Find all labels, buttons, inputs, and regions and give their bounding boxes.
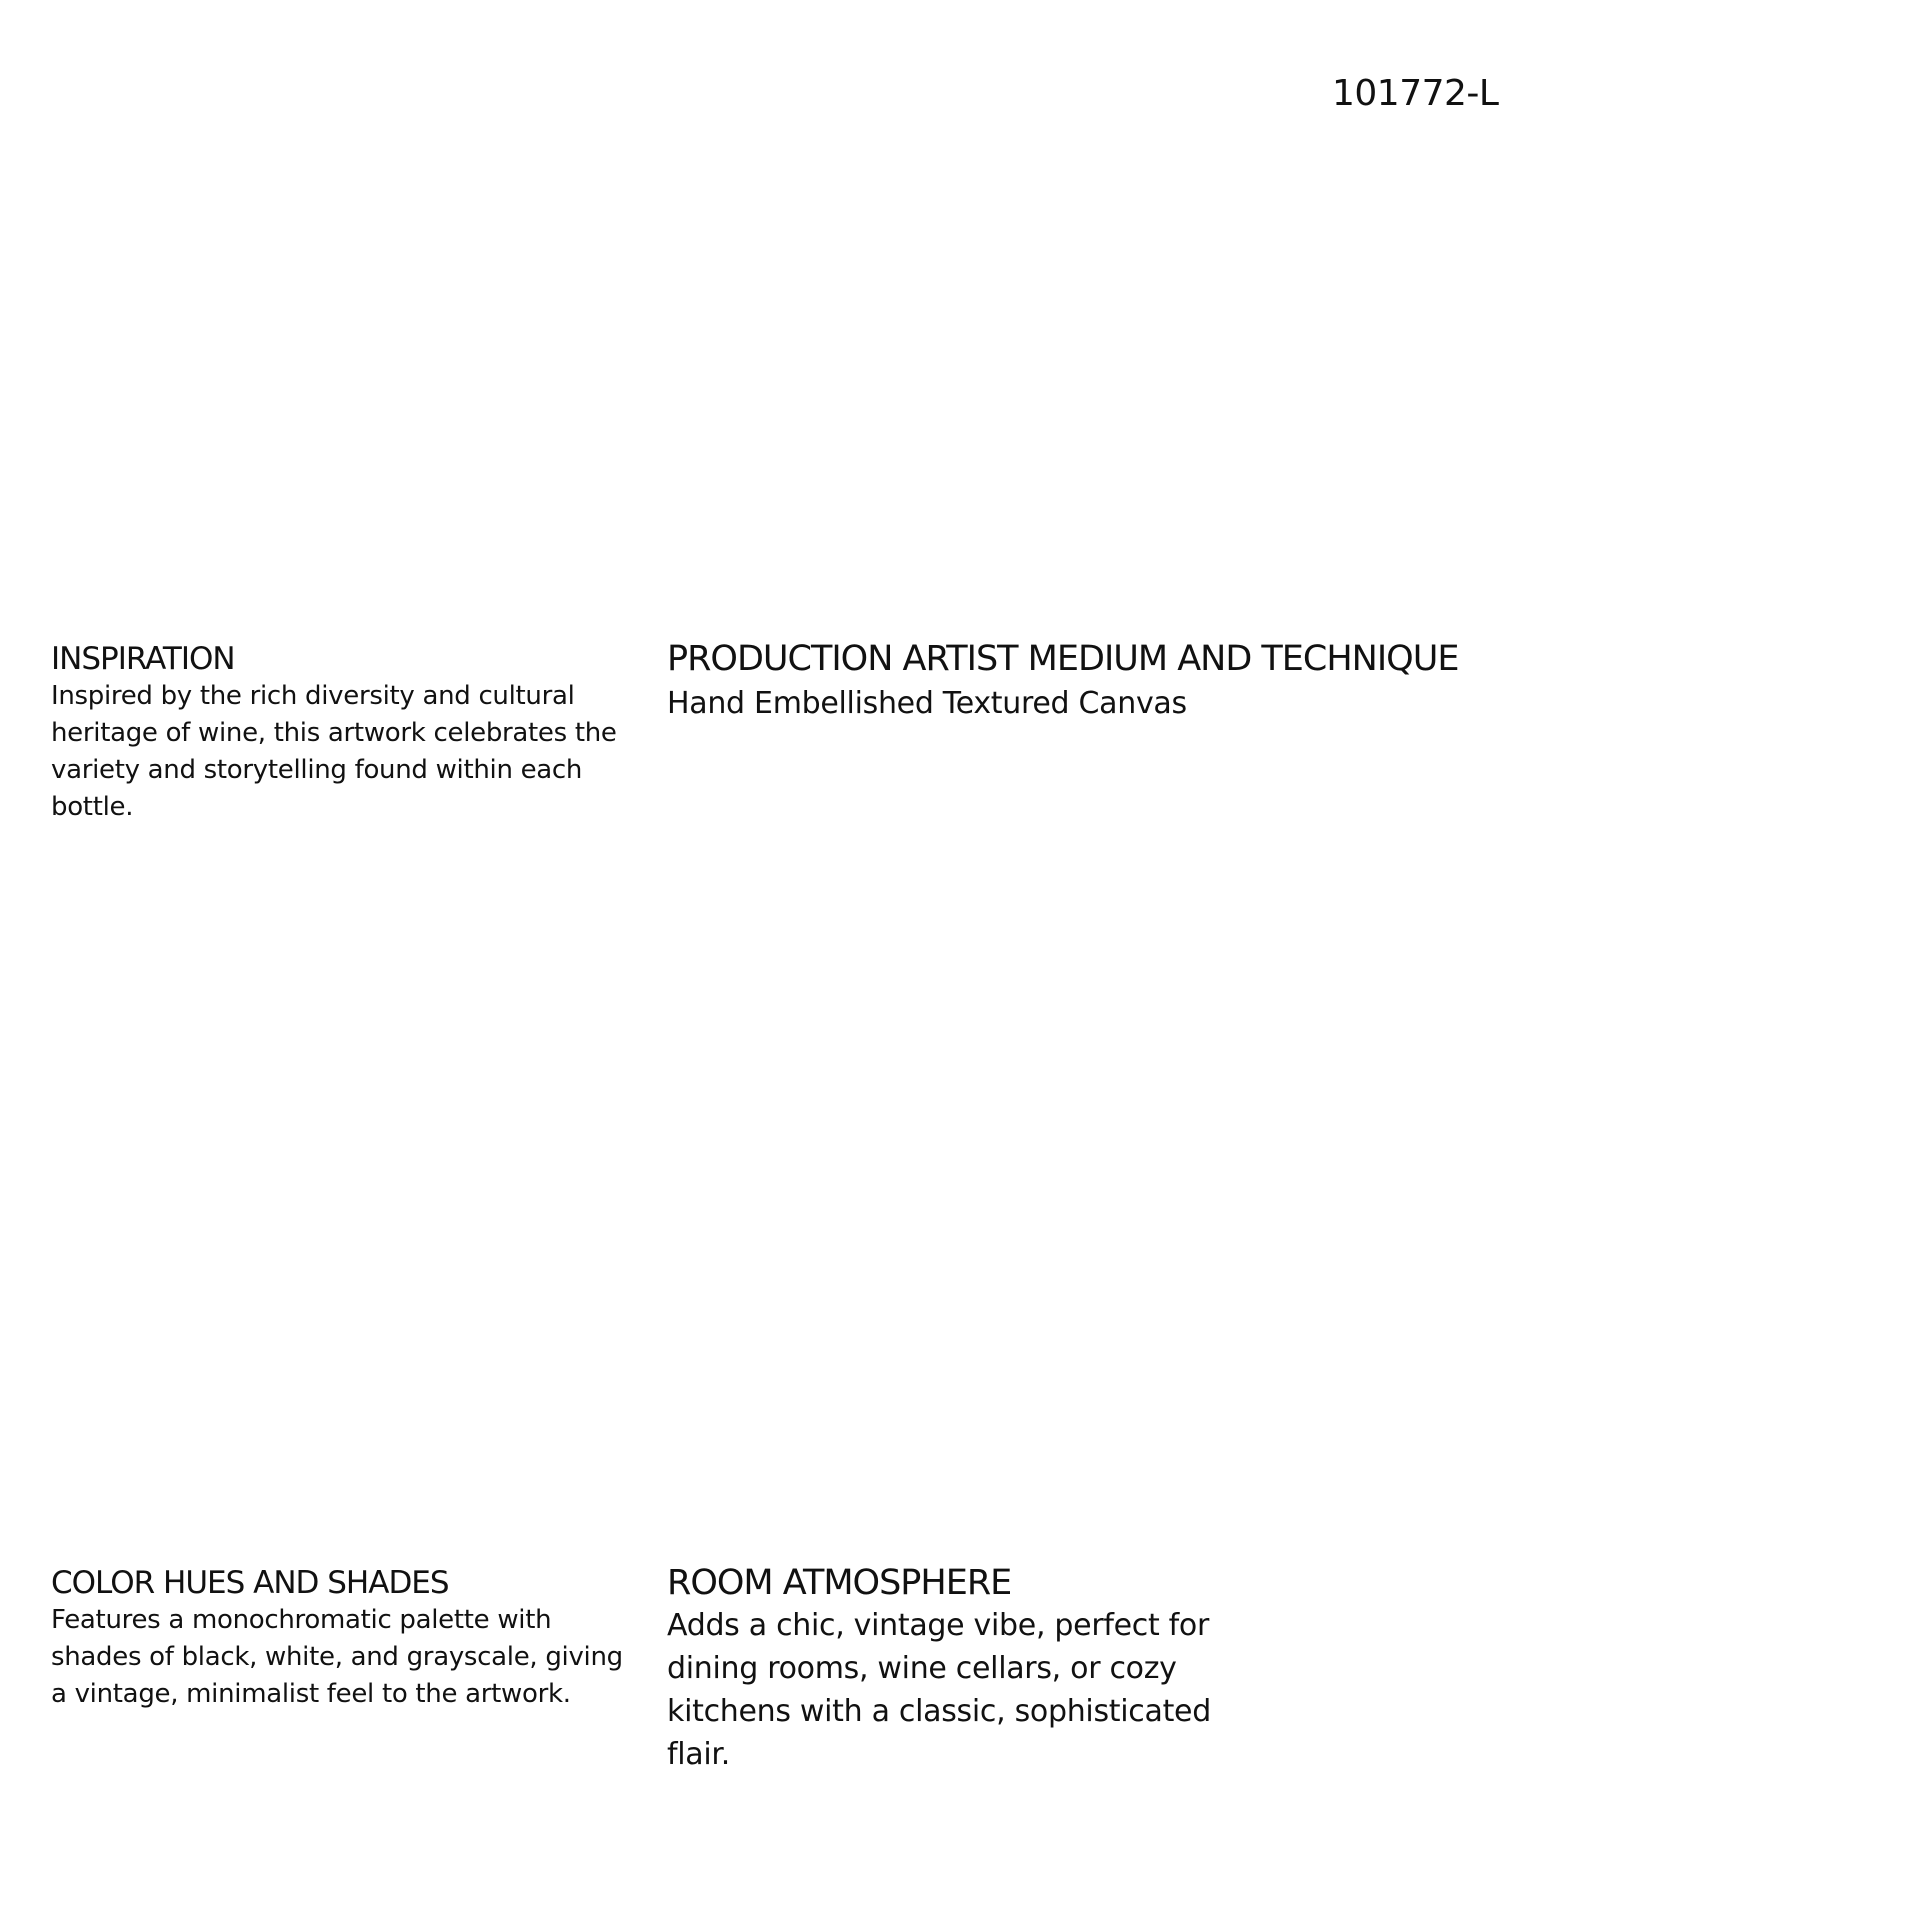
- room-atmosphere-section: [667, 1562, 1227, 1776]
- production-section: [667, 638, 1667, 725]
- production-text: Hand Embellished Textured Canvas: [667, 686, 1187, 721]
- room-atmosphere-heading: ROOM ATMOSPHERE: [667, 1563, 1012, 1603]
- color-heading: COLOR HUES AND SHADES: [51, 1565, 449, 1601]
- production-heading: PRODUCTION ARTIST MEDIUM AND TECHNIQUE: [667, 639, 1459, 679]
- product-sku: 101772-L: [1332, 73, 1499, 114]
- color-section: [51, 1565, 641, 1713]
- color-text: Features a monochromatic palette with shades of black, white, and grayscale, giving a vintage, minimalist feel to the artwork.: [51, 1605, 623, 1710]
- inspiration-text: Inspired by the rich diversity and cultural heritage of wine, this artwork celebrates the variety and storytelling found within each bottle.: [51, 681, 617, 823]
- inspiration-heading: INSPIRATION: [51, 641, 235, 677]
- inspiration-section: [51, 641, 631, 826]
- room-atmosphere-text: Adds a chic, vintage vibe, perfect for dining rooms, wine cellars, or cozy kitchens with a classic, sophisticated flair.: [667, 1608, 1211, 1772]
